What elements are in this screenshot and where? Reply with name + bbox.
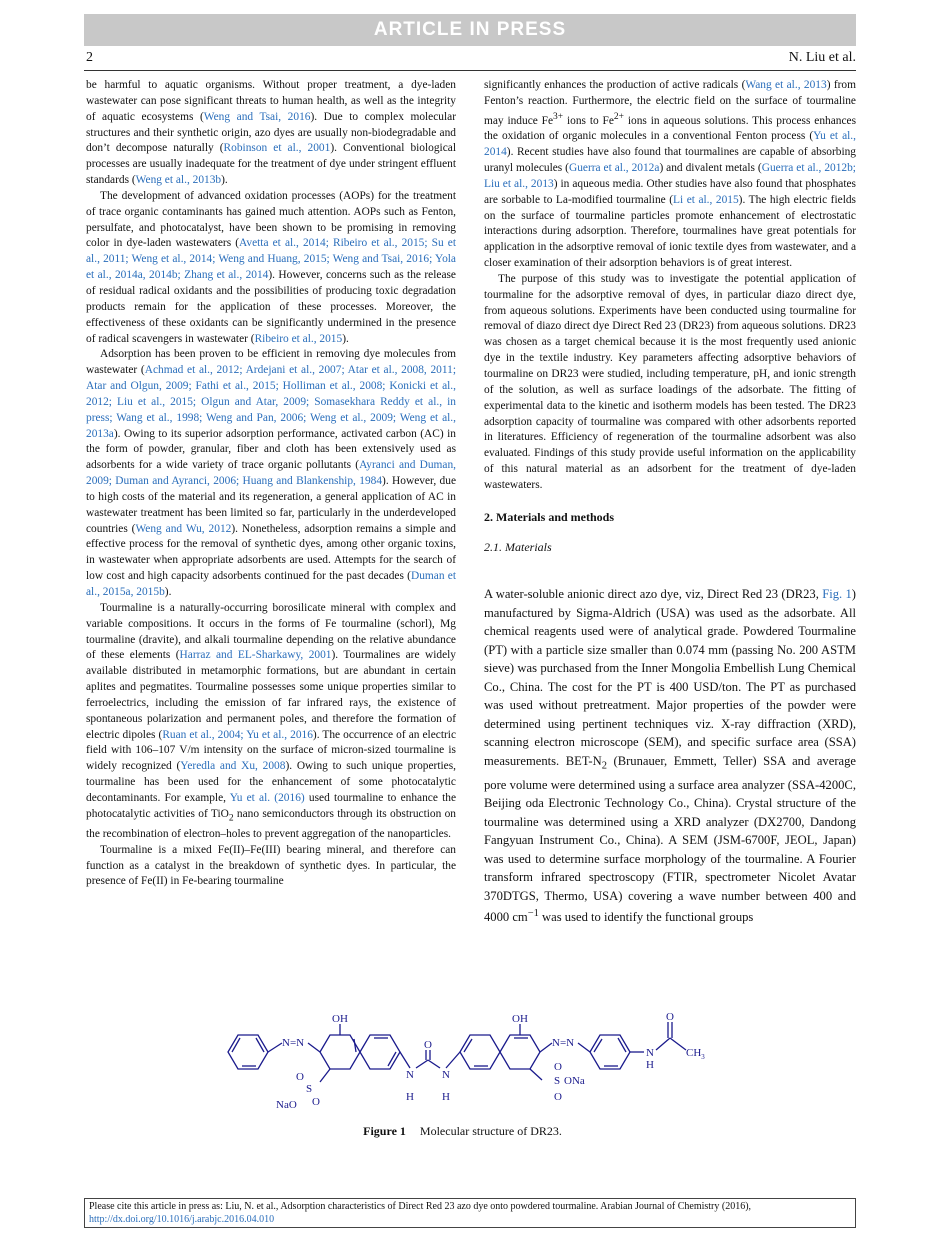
azo-label-right: N=N: [552, 1037, 575, 1049]
citation-link[interactable]: Guerra et al., 2012a: [568, 162, 660, 175]
citation-link[interactable]: Weng et al., 2013b: [135, 174, 222, 187]
superscript: 2+: [613, 111, 625, 122]
subscript: 2: [601, 760, 607, 772]
doi-link[interactable]: http://dx.doi.org/10.1016/j.arabjc.2016.04.010: [89, 1213, 275, 1225]
sulfo-right-ona: ONa: [564, 1075, 585, 1087]
amide-o: O: [666, 1011, 674, 1023]
citation-link[interactable]: Guerra et al., 2012b; Liu et al., 2013: [484, 162, 856, 190]
section-heading: 2. Materials and methods: [484, 509, 614, 524]
page-number: 2: [86, 50, 93, 65]
article-in-press-banner: ARTICLE IN PRESS: [84, 14, 856, 46]
left-column: [86, 78, 456, 890]
citation-link[interactable]: Ayranci and Duman, 2009; Duman and Ayranci, 2006; Huang and Blankenship, 1984: [86, 459, 456, 488]
citation-link[interactable]: Weng and Wu, 2012: [135, 522, 232, 535]
sulfo-left-o-bottom: O: [312, 1096, 320, 1108]
paragraph: be harmful to aquatic organisms. Without proper treatment, a dye-laden wastewater can pose significant threats to human health, as well as the integrity of aquatic ecosystems (Weng and Tsai, 2016). Due to complex molecular structures and their synthetic origin, azo dyes are usually non-biodegradable and don’t decompose naturally (Robinson et al., 2001). Conventional biological processes are usually inadequate for the treatment of dye under stringent effluent standards (Weng et al., 2013b).: [86, 79, 456, 187]
header-rule: [84, 70, 856, 71]
sulfo-left-s: S: [306, 1083, 313, 1095]
sulfo-right-s: S: [554, 1075, 561, 1087]
running-head: N. Liu et al.: [788, 50, 856, 65]
paragraph: The development of advanced oxidation processes (AOPs) for the treatment of trace organic contaminants has gained much attention. AOPs such as Fenton, persulfate, and photocatalyst, have been shown to be promising in removing color in dye-laden wastewaters (Avetta et al., 2014; Ribeiro et al., 2015; Su et al., 2011; Weng et al., 2014; Weng and Huang, 2015; Weng and Tsai, 2016; Yola et al., 2014a, 2014b; Zhang et al., 2014). However, concerns such as the release of residual radical oxidants and the possibilities of producing toxic degradation products remain for the application of these processes. Moreover, the effectiveness of these oxidants can be significantly undermined in the presence of radical scavengers in wastewater (Ribeiro et al., 2015).: [86, 189, 456, 345]
paragraph: Tourmaline is a naturally-occurring borosilicate mineral with complex and variable compositions. It occurs in the forms of Fe tourmaline (schorl), Mg tourmaline (dravite), and alkali tourmaline depending on the relative abundance of these elements (Harraz and EL-Sharkawy, 2001). Tourmalines are widely available distributed in metamorphic formations, but are abundant in certain aplites and pegmatites. Tourmaline possesses some unique properties similar to ferroelectrics, including the emission of far infrared rays, the existence of spontaneous polarization and permanent poles, and therefore the formation of electric dipoles (Ruan et al., 2004; Yu et al., 2016). The occurrence of an electric field with 106–107 V/m intensity on the surface of micron-sized tourmaline is widely recognized (Yeredla and Xu, 2008). Owing to such unique properties, tourmaline has been used for the enhancement of some photocatalytic decontaminants. For example, Yu et al. (2016) used tourmaline to enhance the photocatalytic activities of TiO$_2$ nano semiconductors through its obstruction on the recombination of electron–holes to prevent aggregation of the nanoparticles.: [86, 601, 456, 840]
subsection-heading: 2.1. Materials: [484, 539, 552, 554]
citation-link[interactable]: Duman et al., 2015a, 2015b: [86, 570, 456, 598]
sulfo-left-o-top: O: [296, 1071, 304, 1083]
figure-caption-label: Figure 1: [363, 1124, 406, 1138]
citation-link[interactable]: Avetta et al., 2014; Ribeiro et al., 2015; Su et al., 2011; Weng et al., 2014; Weng and Huang, 2015; Weng and Tsai, 2016; Yola et al., 2014a, 2014b; Zhang et al., 2014: [86, 237, 456, 282]
paragraph: significantly enhances the production of active radicals (Wang et al., 2013) from Fenton’s reaction. Furthermore, the electric field on the surface of tourmaline may induce $Fe^{3+}$ ions to $Fe^{2+}$ ions in aqueous solutions. This process enhances the oxidation of organic molecules in a conventional Fenton process (Yu et al., 2014). Recent studies have also found that tourmalines are capable of absorbing uranyl molecules (Guerra et al., 2012a) and divalent metals (Guerra et al., 2012b; Liu et al., 2013) in aqueous media. Other studies have also found that phosphates are sorbable to La-modified tourmaline (Li et al., 2015). The high electric fields on the surface of tourmaline particles promote enhancement of electrostatic interactions during adsorption. Therefore, tourmalines have great potentials for application in the adsorptive removal of ionic textile dyes from wastewater, and a closer examination of their adsorption behaviors is of great interest.: [484, 79, 857, 270]
citation-link[interactable]: Yeredla and Xu, 2008: [180, 760, 286, 773]
citation-link[interactable]: Yu et al., 2014: [484, 130, 856, 159]
urea-n-left: N: [406, 1069, 414, 1081]
urea-h-left: H: [406, 1091, 414, 1103]
hydroxyl-label-left: OH: [332, 1013, 348, 1025]
citation-link[interactable]: Li et al., 2015: [673, 193, 739, 206]
superscript: 3+: [553, 111, 564, 122]
citation-link[interactable]: Robinson et al., 2001: [223, 142, 331, 155]
citation-link[interactable]: Fig. 1: [822, 587, 852, 602]
urea-n-right: N: [442, 1069, 450, 1081]
citation-text: Please cite this article in press as: Liu, N. et al., Adsorption characteristics of Direct Red 23 azo dye onto powdered tourmaline. Arabian Journal of Chemistry (2016),: [89, 1201, 752, 1212]
sulfo-right-o-bottom: O: [554, 1091, 562, 1103]
methyl-label: $CH_3$: [686, 1047, 705, 1061]
citation-link[interactable]: Ribeiro et al., 2015: [254, 332, 343, 345]
sulfo-right-o-top: O: [554, 1061, 562, 1073]
superscript: −1: [527, 908, 539, 920]
urea-h-right: H: [442, 1091, 450, 1103]
carbonyl-o: O: [424, 1039, 432, 1051]
paragraph: Adsorption has been proven to be efficient in removing dye molecules from wastewater (Achmad et al., 2012; Ardejani et al., 2007; Atar et al., 2008, 2011; Atar and Olgun, 2009; Fathi et al., 2015; Holliman et al., 2008; Konicki et al., 2012; Liu et al., 2015; Olgun and Atar, 2009; Somasekhara Reddy et al., in press; Wang et al., 1998; Weng and Pan, 2006; Weng et al., 2009; Weng et al., 2013a). Owing to its superior adsorption performance, activated carbon (AC) in the form of powder, granular, fiber and cloth has been extensively used as adsorbents for a wide variety of trace organic pollutants (Ayranci and Duman, 2009; Duman and Ayranci, 2006; Huang and Blankenship, 1984). However, due to high costs of the material and its regeneration, a general application of AC in wastewater treatment has been limited so far, particularly in the underdeveloped countries (Weng and Wu, 2012). Nonetheless, adsorption remains a simple and effective process for the removal of synthetic dyes, among other organic toxins, in wastewater when appropriate adsorbents are used. Attempts for the search of low cost and high capacity adsorbents continued for the past decades (Duman et al., 2015a, 2015b).: [86, 348, 457, 598]
citation-box: [84, 1198, 856, 1228]
hydroxyl-label-right: OH: [512, 1013, 528, 1025]
paragraph: The purpose of this study was to investigate the potential application of tourmaline for the adsorptive removal of dyes, in particular diazo direct dye, from aqueous solutions. Experiments have been conducted using tourmaline for removal of diazo direct dye Direct Red 23 (DR23) from aqueous solutions. DR23 was chosen as a target chemical because it is the most frequently used anionic dye in the textile industry. Key parameters affecting adsorptive behaviors of tourmaline on DR23 were studied, including temperature, pH, and ionic strength of the solution, as well as surface loadings of the adsorbate. The fitting of experimental data to the kinetic and isotherm models has been tested. The DR23 adsorption capacity of tourmaline was compared with other adsorbents reported in literatures. Efficiency of regeneration of the tourmaline adsorbent was also evaluated. Findings of this study provide useful information on the applicability of this natural material as an adsorbent for the treatment of dye-laden wastewaters.: [484, 272, 856, 491]
sulfo-left-na: NaO: [276, 1099, 297, 1111]
figure-caption: [0, 1124, 925, 1139]
paragraph: A water-soluble anionic direct azo dye, viz, Direct Red 23 (DR23, Fig. 1) manufactured by Sigma-Aldrich (USA) was used as the adsorbate. All chemical reagents used were of analytical grade. Powdered Tourmaline (PT) with a particle size smaller than 0.074 mm (passing No. 200 ASTM sieve) was purchased from the Inner Mongolia Embellish Lung Chemical Co., China. The cost for the PT is 400 USD/ton. The PT as purchased was used without pretreatment. Major properties of the powder were determined using pertinent techniques viz. X-ray diffraction (XRD), scanning electron microscope (SEM), and specific surface area (SSA) measurements. BET-$N_2$ (Brunauer, Emmett, Teller) SSA and average pore volume were determined using a surface area analyzer (SSA-4200C, Beijing oda Electronic Technology Co., China). Crystal structure of the tourmaline was determined using a XRD analyzer (DX2700, Dandong Fangyuan Instrument Co., China). A SEM (JSM-6700F, JEOL, Japan) was used to determine surface morphology of the tourmaline. A Fourier transform infrared spectroscopy (FTIR, spectrometer Nicolet Avatar 370DTGS, Thermo, USA) covering a wave number between 400 and 4000 $cm^{-1}$ was used to identify the functional groups: [484, 587, 856, 925]
citation-link[interactable]: Harraz and EL-Sharkawy, 2001: [179, 649, 332, 662]
citation-link[interactable]: Weng and Tsai, 2016: [203, 110, 311, 123]
figure-caption-text: Molecular structure of DR23.: [419, 1124, 562, 1138]
citation-link[interactable]: Yu et al. (2016): [229, 791, 305, 804]
subscript: 2: [228, 813, 234, 824]
citation-link[interactable]: Ruan et al., 2004; Yu et al., 2016: [162, 728, 313, 741]
paragraph: Tourmaline is a mixed Fe(II)–Fe(III) bearing mineral, and therefore can function as a catalyst in the breakdown of synthetic dyes. In particular, the presence of Fe(II) in Fe-bearing tourmaline: [86, 843, 456, 888]
citation-link[interactable]: Achmad et al., 2012; Ardejani et al., 2007; Atar et al., 2008, 2011; Atar and Olgun, 2009; Fathi et al., 2015; Holliman et al., 2008; Konicki et al., 2012; Liu et al., 2015; Olgun and Atar, 2009; Somasekhara Reddy et al., in press; Wang et al., 1998; Weng and Pan, 2006; Weng et al., 2009; Weng et al., 2013a: [86, 364, 457, 440]
dr23-molecular-structure-figure: [220, 1010, 720, 1115]
amide-h: H: [646, 1059, 654, 1071]
amide-n: N: [646, 1047, 654, 1059]
azo-label-left: N=N: [282, 1037, 305, 1049]
right-column: [484, 78, 856, 927]
citation-link[interactable]: Wang et al., 2013: [745, 79, 827, 91]
